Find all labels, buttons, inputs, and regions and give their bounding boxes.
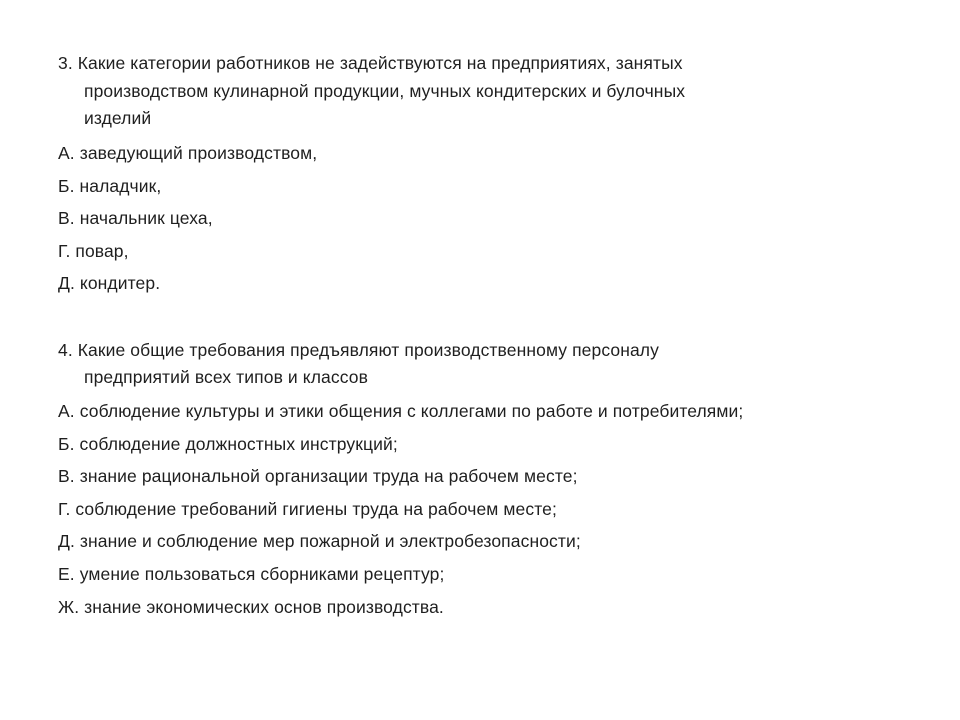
question-4-title-continuation: предприятий всех типов и классов — [84, 367, 368, 387]
question-4-option-b: Б. соблюдение должностных инструкций; — [58, 434, 398, 454]
question-3-title-continuation: изделий — [84, 108, 152, 128]
question-3-option-d: Д. кондитер. — [58, 273, 161, 293]
question-4-option-a: А. соблюдение культуры и этики общения с коллегами по работе и потребителями; — [58, 401, 744, 421]
question-4-option-d: Д. знание и соблюдение мер пожарной и электробезопасности; — [58, 531, 581, 551]
question-3-option-a: А. заведующий производством, — [58, 143, 318, 163]
question-3-title-continuation: производством кулинарной продукции, мучных кондитерских и булочных — [84, 81, 686, 101]
question-4-option-v: В. знание рациональной организации труда на рабочем месте; — [58, 466, 578, 486]
question-3-option-b: Б. наладчик, — [58, 176, 162, 196]
question-4-option-zh: Ж. знание экономических основ производства. — [58, 597, 444, 617]
question-3-option-v: В. начальник цеха, — [58, 208, 213, 228]
question-4-title: 4. Какие общие требования предъявляют производственному персоналу — [58, 340, 659, 360]
question-4-option-g: Г. соблюдение требований гигиены труда на рабочем месте; — [58, 499, 557, 519]
question-3-option-g: Г. повар, — [58, 241, 129, 261]
question-4-option-e: Е. умение пользоваться сборниками рецептур; — [58, 564, 445, 584]
question-3-title: 3. Какие категории работников не задействуются на предприятиях, занятых — [58, 53, 683, 73]
